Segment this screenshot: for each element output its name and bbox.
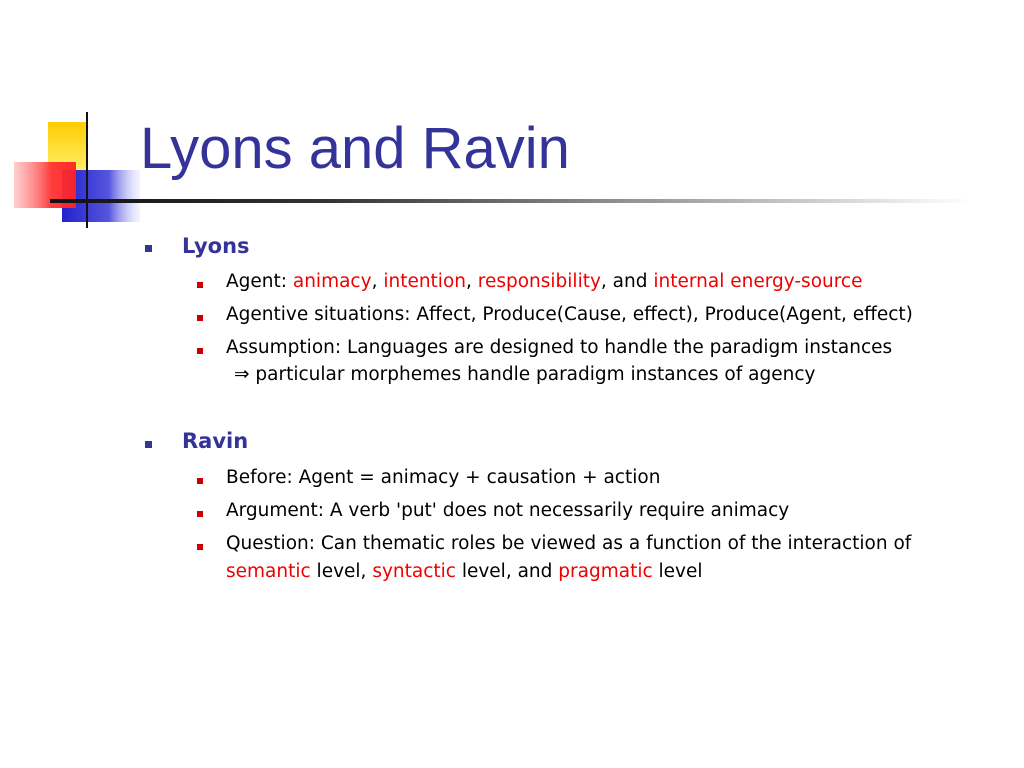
highlight-text: syntactic <box>372 561 456 582</box>
highlight-text: responsibility <box>477 271 601 292</box>
highlight-text: pragmatic <box>558 561 653 582</box>
list-item: Question: Can thematic roles be viewed as a function of the interaction of <box>226 533 912 554</box>
item-text: , <box>371 271 384 292</box>
sub-bullet-marker <box>197 478 203 484</box>
list-item: Argument: A verb 'put' does not necessarily require animacy <box>226 500 790 521</box>
implies-icon: ⇒ <box>234 364 250 385</box>
highlight-text: semantic <box>226 561 311 582</box>
continuation-text: particular morphemes handle paradigm instances of agency <box>255 364 816 385</box>
item-text: level, <box>310 561 373 582</box>
sub-bullet-marker <box>197 282 203 288</box>
list-item: Before: Agent = animacy + causation + action <box>226 467 661 488</box>
highlight-text: intention <box>383 271 466 292</box>
section-heading-ravin: Ravin <box>182 429 249 453</box>
item-text: , and <box>600 271 654 292</box>
item-text: Agent: <box>226 271 293 292</box>
slide-title: Lyons and Ravin <box>140 116 570 181</box>
list-item-continuation <box>226 559 703 585</box>
list-item <box>226 269 863 295</box>
highlight-text: animacy <box>292 271 372 292</box>
list-item: Agentive situations: Affect, Produce(Cause, effect), Produce(Agent, effect) <box>226 304 913 325</box>
bullet-marker <box>145 245 152 252</box>
sub-bullet-marker <box>197 511 203 517</box>
item-text: level, and <box>455 561 559 582</box>
list-item-continuation <box>234 362 815 388</box>
sub-bullet-marker <box>197 315 203 321</box>
section-heading-lyons: Lyons <box>182 234 250 258</box>
list-item: Assumption: Languages are designed to handle the paradigm instances <box>226 337 893 358</box>
item-text: level <box>652 561 703 582</box>
sub-bullet-marker <box>197 544 203 550</box>
bullet-marker <box>145 441 152 448</box>
highlight-text: internal energy-source <box>653 271 863 292</box>
sub-bullet-marker <box>197 348 203 354</box>
item-text: , <box>466 271 478 292</box>
